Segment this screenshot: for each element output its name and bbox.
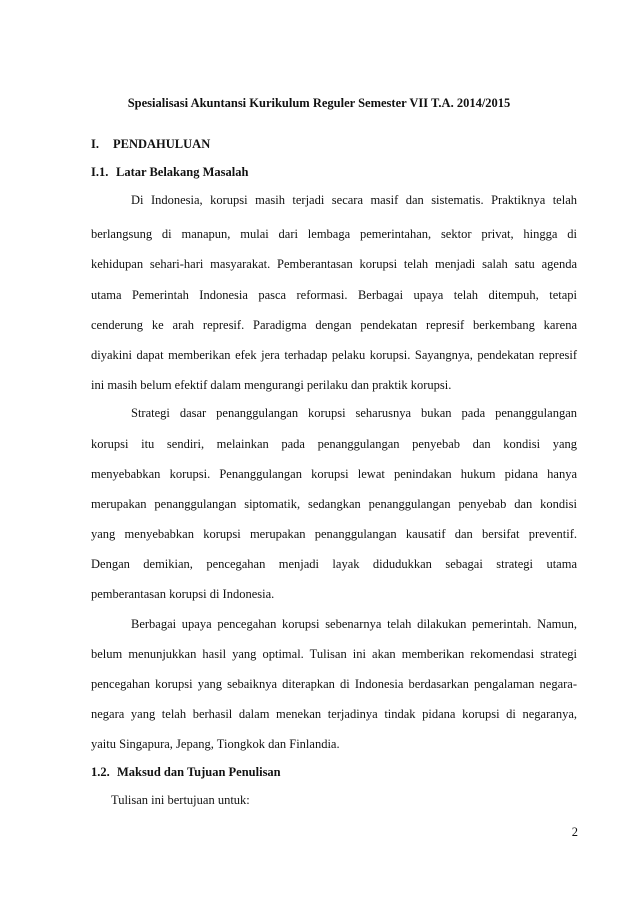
paragraph-line: yang menyebabkan korupsi merupakan penanggulangan kausatif dan bersifat preventif.: [91, 527, 577, 541]
paragraph-line: Berbagai upaya pencegahan korupsi sebenarnya telah dilakukan pemerintah. Namun,: [131, 617, 577, 631]
paragraph-line: Di Indonesia, korupsi masih terjadi secara masif dan sistematis. Praktiknya telah: [131, 193, 577, 207]
paragraph-line: pencegahan korupsi yang sebaiknya diterapkan di Indonesia berdasarkan pengalaman negara-: [91, 677, 577, 691]
paragraph-line: negara yang telah berhasil dalam menekan terjadinya tindak pidana korupsi di negaranya,: [91, 707, 577, 721]
subsection-number: I.1.: [91, 165, 109, 179]
paragraph-line: belum menunjukkan hasil yang optimal. Tulisan ini akan memberikan rekomendasi strategi: [91, 647, 577, 661]
paragraph-line: kehidupan sehari-hari masyarakat. Pemberantasan korupsi telah menjadi salah satu agenda: [91, 257, 577, 271]
paragraph-line: cenderung ke arah represif. Paradigma dengan pendekatan represif berkembang karena: [91, 318, 577, 332]
section-heading-pendahuluan: [91, 137, 210, 152]
paragraph-line: korupsi itu sendiri, melainkan pada penanggulangan penyebab dan kondisi yang: [91, 437, 577, 451]
section-number: I.: [91, 137, 99, 151]
paragraph-line: Dengan demikian, pencegahan menjadi layak didudukkan sebagai strategi utama: [91, 557, 577, 571]
paragraph-line: merupakan penanggulangan siptomatik, sedangkan penanggulangan penyebab dan kondisi: [91, 497, 577, 511]
subsection-heading-latar-belakang: [91, 165, 248, 180]
paragraph-line: Strategi dasar penanggulangan korupsi seharusnya bukan pada penanggulangan: [131, 406, 577, 420]
subsection-number: 1.2.: [91, 765, 110, 779]
paragraph-line: utama Pemerintah Indonesia pasca reformasi. Berbagai upaya telah ditempuh, tetapi: [91, 288, 577, 302]
document-header-title: Spesialisasi Akuntansi Kurikulum Reguler Semester VII T.A. 2014/2015: [127, 96, 511, 110]
subsection-title: Maksud dan Tujuan Penulisan: [117, 765, 281, 779]
paragraph-line: ini masih belum efektif dalam mengurangi perilaku dan praktik korupsi.: [91, 378, 452, 392]
paragraph-line: menyebabkan korupsi. Penanggulangan korupsi lewat penindakan hukum pidana hanya: [91, 467, 577, 481]
section-title: PENDAHULUAN: [113, 137, 211, 151]
purpose-intro-line: Tulisan ini bertujuan untuk:: [111, 793, 250, 807]
subsection-heading-maksud-tujuan: [91, 765, 281, 780]
paragraph-line: berlangsung di manapun, mulai dari lembaga pemerintahan, sektor privat, hingga di: [91, 227, 577, 241]
paragraph-line: yaitu Singapura, Jepang, Tiongkok dan Finlandia.: [91, 737, 340, 751]
paragraph-line: diyakini dapat memberikan efek jera terhadap pelaku korupsi. Sayangnya, pendekatan represif: [91, 348, 577, 362]
subsection-title: Latar Belakang Masalah: [116, 165, 249, 179]
page-number: 2: [571, 825, 578, 839]
paragraph-line: pemberantasan korupsi di Indonesia.: [91, 587, 275, 601]
